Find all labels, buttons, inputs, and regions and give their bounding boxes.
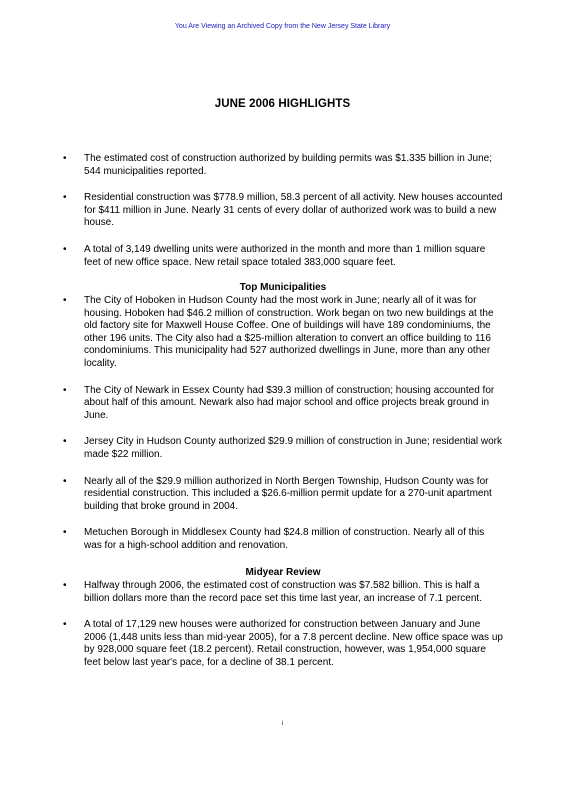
list-item <box>63 436 503 461</box>
list-item-text: Metuchen Borough in Middlesex County had $24.8 million of construction. Nearly all of this was for a high-school addition and renovation. <box>84 527 485 551</box>
list-item-text: The City of Newark in Essex County had $39.3 million of construction; housing accounted for about half of this amount. Newark also had major school and office projects break ground in June. <box>84 384 495 421</box>
section-heading: Top Municipalities <box>239 282 327 293</box>
list-item <box>63 385 503 423</box>
municipalities-list <box>63 295 503 553</box>
archive-banner: You Are Viewing an Archived Copy from the New Jersey State Library <box>174 23 391 30</box>
list-item <box>63 153 503 178</box>
bullet-icon: • <box>63 475 67 487</box>
list-item <box>63 527 503 552</box>
list-item-text: Residential construction was $778.9 million, 58.3 percent of all activity. New houses accounted for $411 million in June. Nearly 31 cents of every dollar of authorized work was to build a new house. <box>84 192 503 229</box>
list-item-text: Jersey City in Hudson County authorized $29.9 million of construction in June; residential work made $22 million. <box>84 436 502 460</box>
bullet-icon: • <box>63 384 67 396</box>
bullet-icon: • <box>63 243 67 255</box>
list-item-text: Halfway through 2006, the estimated cost of construction was $7.582 billion. This is half a billion dollars more than the record pace set this time last year, an increase of 7.1 percent. <box>84 580 482 604</box>
midyear-list <box>63 580 503 670</box>
page-title: JUNE 2006 HIGHLIGHTS <box>214 98 351 110</box>
list-item-text: A total of 17,129 new houses were authorized for construction between January and June 2006 (1,448 units less than mid-year 2005), for a 7.8 percent decline. New office space was up by 928,000 square feet (18.2 percent). Retail construction, however, was 1,954,000 square feet below last year's pace, for a decline of 38.1 percent. <box>84 619 503 668</box>
list-item-text: The estimated cost of construction authorized by building permits was $1.335 billion in June; 544 municipalities reported. <box>84 153 493 177</box>
list-item-text: Nearly all of the $29.9 million authorized in North Bergen Township, Hudson County was for residential construction. This included a $26.6-million permit update for a 270-unit apartment building that broke ground in 2004. <box>84 475 492 512</box>
list-item <box>63 192 503 230</box>
list-item-text: A total of 3,149 dwelling units were authorized in the month and more than 1 million square feet of new office space. New retail space totaled 383,000 square feet. <box>84 243 486 268</box>
bullet-icon: • <box>63 295 67 306</box>
list-item <box>63 295 503 371</box>
bullet-icon: • <box>63 192 67 204</box>
section-heading: Midyear Review <box>245 567 321 578</box>
list-item <box>63 619 503 669</box>
bullet-icon: • <box>63 580 67 591</box>
list-item-text: The City of Hoboken in Hudson County had the most work in June; nearly all of it was for housing. Hoboken had $46.2 million of construction. Work began on two new buildings at the old factory site for Maxwell House Coffee. One of buildings will have 189 condominiums, the other 196 units. The City also had a $25-million alteration to convert an office building to 116 condominiums. This municipality had 527 authorized dwellings in June, more than any other locality. <box>84 295 494 369</box>
bullet-icon: • <box>63 436 67 448</box>
highlights-section <box>63 153 503 283</box>
midyear-review-section <box>63 567 503 684</box>
top-municipalities-section <box>63 282 503 567</box>
bullet-icon: • <box>63 619 67 631</box>
highlights-list <box>63 153 503 269</box>
list-item <box>63 580 503 605</box>
bullet-icon: • <box>63 527 67 539</box>
list-item <box>63 476 503 514</box>
list-item <box>63 244 503 269</box>
bullet-icon: • <box>63 153 67 164</box>
page-number: i <box>281 721 284 727</box>
